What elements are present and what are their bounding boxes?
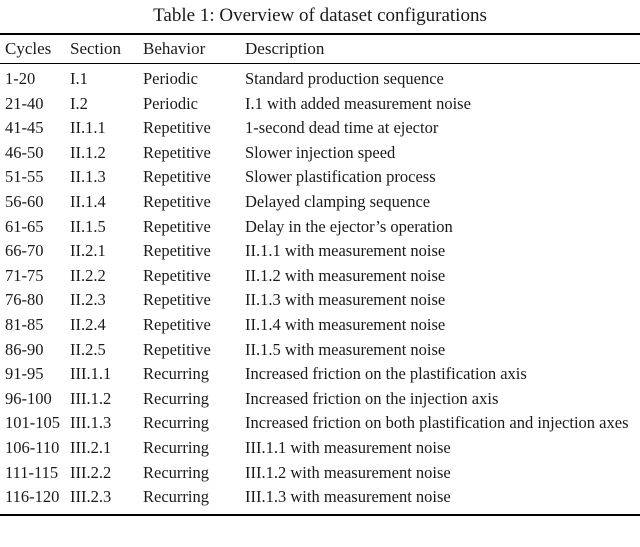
cell-cycles: 71-75 xyxy=(5,265,44,285)
cell-behavior: Repetitive xyxy=(143,339,211,359)
cell-cycles: 21-40 xyxy=(5,93,44,113)
cell-behavior: Recurring xyxy=(143,413,209,433)
table-caption: Table 1: Overview of dataset configurations xyxy=(153,5,487,26)
header-row xyxy=(0,34,640,64)
table-row xyxy=(0,190,640,215)
cell-cycles: 66-70 xyxy=(5,241,44,261)
table-row xyxy=(0,338,640,363)
cell-behavior: Repetitive xyxy=(143,290,211,310)
cell-cycles: 41-45 xyxy=(5,118,44,138)
cell-section: III.2.3 xyxy=(70,487,112,507)
dataset-configurations-table xyxy=(0,33,640,516)
table-row xyxy=(0,387,640,412)
table-row xyxy=(0,92,640,117)
cell-description: 1-second dead time at ejector xyxy=(245,118,439,138)
cell-cycles: 116-120 xyxy=(5,487,60,507)
header-behavior: Behavior xyxy=(143,39,206,58)
cell-cycles: 86-90 xyxy=(5,339,44,359)
cell-behavior: Recurring xyxy=(143,388,209,408)
cell-description: Delayed clamping sequence xyxy=(245,191,431,211)
cell-cycles: 61-65 xyxy=(5,216,44,236)
cell-section: II.2.5 xyxy=(70,339,106,359)
cell-description: III.1.2 with measurement noise xyxy=(245,462,451,482)
cell-description: II.1.2 with measurement noise xyxy=(245,265,446,285)
cell-description: Increased friction on the injection axis xyxy=(245,388,499,408)
cell-description: II.1.5 with measurement noise xyxy=(245,339,446,359)
cell-description: Slower injection speed xyxy=(245,142,396,162)
table-body xyxy=(0,64,640,515)
cell-cycles: 106-110 xyxy=(5,437,60,457)
cell-behavior: Periodic xyxy=(143,69,198,88)
cell-description: I.1 with added measurement noise xyxy=(245,93,471,113)
table-row xyxy=(0,288,640,313)
cell-cycles: 46-50 xyxy=(5,142,44,162)
table-row xyxy=(0,64,640,92)
table-row xyxy=(0,264,640,289)
cell-behavior: Recurring xyxy=(143,462,209,482)
cell-section: II.2.1 xyxy=(70,241,106,261)
table-row xyxy=(0,362,640,387)
table-header xyxy=(0,34,640,64)
cell-behavior: Periodic xyxy=(143,93,198,113)
cell-section: II.1.5 xyxy=(70,216,106,236)
cell-section: II.2.3 xyxy=(70,290,106,310)
table-row xyxy=(0,165,640,190)
cell-behavior: Recurring xyxy=(143,437,209,457)
cell-cycles: 101-105 xyxy=(5,413,60,433)
cell-section: III.2.2 xyxy=(70,462,112,482)
cell-section: II.1.4 xyxy=(70,191,106,211)
table-row xyxy=(0,485,640,515)
cell-behavior: Repetitive xyxy=(143,142,211,162)
cell-section: III.1.3 xyxy=(70,413,112,433)
cell-cycles: 51-55 xyxy=(5,167,44,187)
cell-section: III.2.1 xyxy=(70,437,112,457)
cell-cycles: 111-115 xyxy=(5,462,59,482)
cell-description: Slower plastification process xyxy=(245,167,436,187)
cell-cycles: 81-85 xyxy=(5,314,44,334)
table-row xyxy=(0,461,640,486)
cell-behavior: Repetitive xyxy=(143,191,211,211)
header-cycles: Cycles xyxy=(5,39,52,58)
cell-behavior: Recurring xyxy=(143,364,209,384)
cell-section: II.2.2 xyxy=(70,265,106,285)
cell-cycles: 76-80 xyxy=(5,290,44,310)
header-description: Description xyxy=(245,39,325,58)
table-row xyxy=(0,411,640,436)
cell-cycles: 56-60 xyxy=(5,191,44,211)
cell-section: I.1 xyxy=(70,69,88,88)
table-row xyxy=(0,215,640,240)
cell-description: Increased friction on the plastification axis xyxy=(245,364,527,384)
cell-description: II.1.4 with measurement noise xyxy=(245,314,446,334)
cell-behavior: Repetitive xyxy=(143,216,211,236)
cell-behavior: Repetitive xyxy=(143,265,211,285)
table-row xyxy=(0,436,640,461)
cell-cycles: 91-95 xyxy=(5,364,44,384)
cell-section: II.1.3 xyxy=(70,167,106,187)
cell-description: Standard production sequence xyxy=(245,69,444,88)
header-section: Section xyxy=(70,39,121,58)
cell-section: II.1.2 xyxy=(70,142,106,162)
cell-description: Delay in the ejector’s operation xyxy=(245,216,453,236)
cell-cycles: 1-20 xyxy=(5,69,36,88)
cell-section: II.1.1 xyxy=(70,118,106,138)
cell-behavior: Recurring xyxy=(143,487,209,507)
table-row xyxy=(0,239,640,264)
cell-behavior: Repetitive xyxy=(143,118,211,138)
cell-description: II.1.1 with measurement noise xyxy=(245,241,446,261)
cell-cycles: 96-100 xyxy=(5,388,52,408)
cell-behavior: Repetitive xyxy=(143,167,211,187)
cell-behavior: Repetitive xyxy=(143,314,211,334)
cell-description: Increased friction on both plastification and injection axes xyxy=(245,413,629,433)
table-row xyxy=(0,313,640,338)
table-row xyxy=(0,141,640,166)
cell-description: II.1.3 with measurement noise xyxy=(245,290,446,310)
cell-description: III.1.1 with measurement noise xyxy=(245,437,451,457)
cell-behavior: Repetitive xyxy=(143,241,211,261)
cell-description: III.1.3 with measurement noise xyxy=(245,487,451,507)
cell-section: III.1.2 xyxy=(70,388,112,408)
table-row xyxy=(0,116,640,141)
cell-section: I.2 xyxy=(70,93,88,113)
cell-section: II.2.4 xyxy=(70,314,106,334)
cell-section: III.1.1 xyxy=(70,364,112,384)
